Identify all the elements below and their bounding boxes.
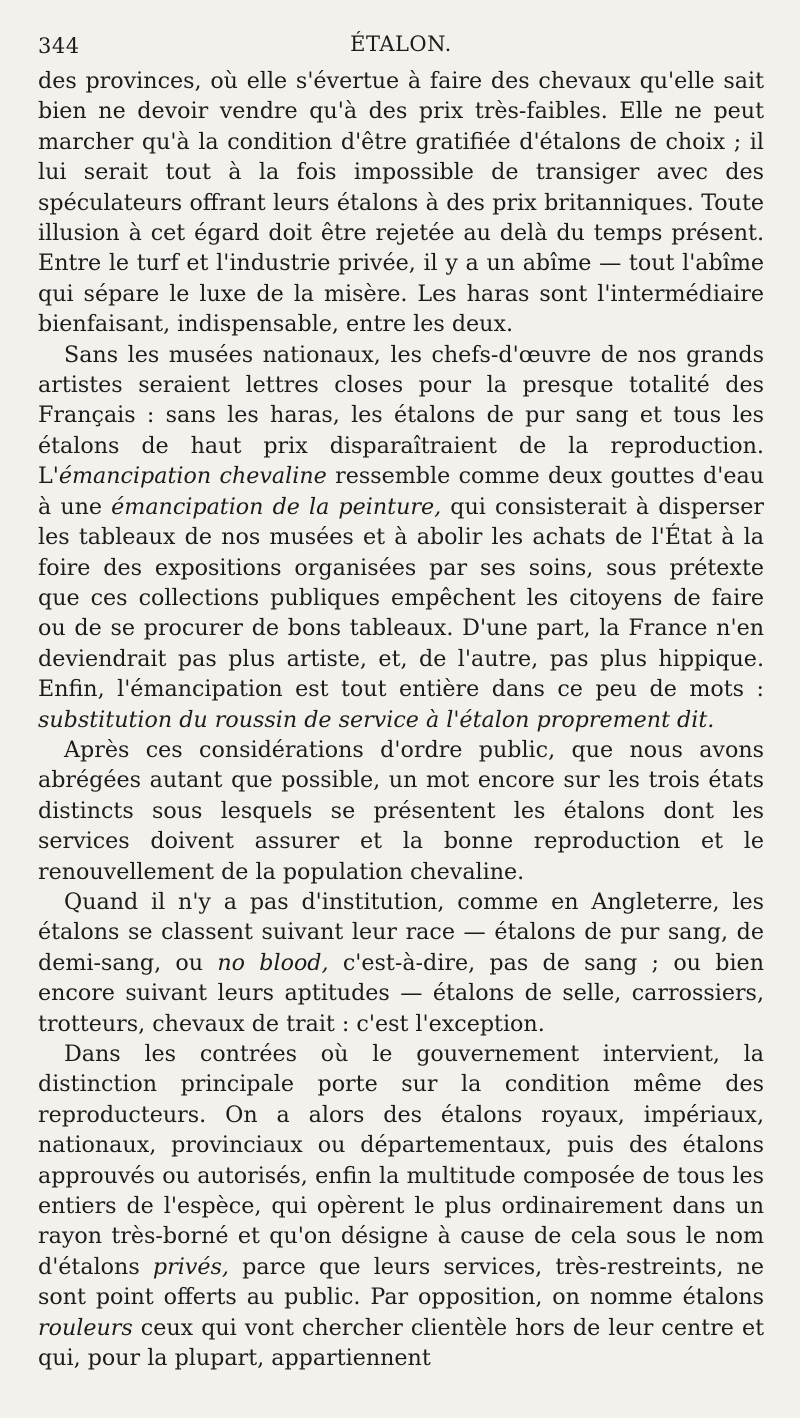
page-header <box>38 26 764 66</box>
italic-span: émancipation de la peinture, <box>111 493 442 520</box>
text-span: qui consisterait à disperser les tableaux de nos musées et à abolir les achats de l'État à la foire des expositions organisées par ses soins, sous prétexte que ces collections publiques empêchent les citoyens de faire ou de se procurer de bons tableaux. D'une part, la France n'en deviendrait pas plus artiste, et, de l'autre, pas plus hippique. Enfin, l'émancipation est tout entière dans ce peu de mots : <box>38 493 764 703</box>
paragraph-4 <box>38 887 764 1039</box>
text-span: Après ces considérations d'ordre public, que nous avons abrégées autant que possible, un mot encore sur les trois états distincts sous lesquels se présentent les étalons dont les services doivent assurer et la bonne reproduction et le renouvellement de la population chevaline. <box>38 736 764 885</box>
text-span: des provinces, où elle s'évertue à faire des chevaux qu'elle sait bien ne devoir vendre qu'à des prix très-faibles. Elle ne peut marcher qu'à la condition d'être gratifiée d'étalons de choix ; il lui serait tout à la fois impossible de transiger avec des spéculateurs offrant leurs étalons à des prix britanniques. Toute illusion à cet égard doit être rejetée au delà du temps présent. Entre le turf et l'industrie privée, il y a un abîme — tout l'abîme qui sépare le luxe de la misère. Les haras sont l'intermédiaire bienfaisant, indispensable, entre les deux. <box>38 68 764 338</box>
paragraph-5 <box>38 1039 764 1373</box>
body-text <box>38 66 764 1373</box>
paragraph-1 <box>38 66 764 340</box>
text-span: Dans les contrées où le gouvernement intervient, la distinction principale porte sur la condition même des reproducteurs. On a alors des étalons royaux, impériaux, nationaux, provinciaux ou départementaux, puis des étalons approuvés ou autorisés, enfin la multitude composée de tous les entiers de l'espèce, qui opèrent le plus ordinairement dans un rayon très-borné et qu'on désigne à cause de cela sous le nom d'étalons <box>38 1041 764 1280</box>
text-span: Quand il n'y a pas d'institution, comme en Angleterre, les étalons se classent suivant leur race — étalons de pur sang, de demi-sang, ou <box>38 888 764 976</box>
text-span: Sans les musées nationaux, les chefs-d'œuvre de nos grands artistes seraient lettres closes pour la presque totalité des Français : sans les haras, les étalons de pur sang et tous les étalons de haut prix disparaîtraient de la reproduction. L' <box>38 341 764 490</box>
paragraph-2 <box>38 340 764 735</box>
running-head: ÉTALON. <box>350 32 452 56</box>
italic-span: privés, <box>152 1253 229 1280</box>
text-span: ceux qui vont chercher clientèle hors de leur centre et qui, pour la plupart, appartiennent <box>38 1314 764 1372</box>
italic-span: rouleurs <box>38 1314 133 1341</box>
paragraph-3 <box>38 735 764 887</box>
italic-span: émancipation chevaline <box>58 463 327 490</box>
italic-span: no blood, <box>217 949 329 976</box>
text-span: ressemble comme deux gouttes d'eau à une <box>38 463 765 520</box>
text-span: parce que leurs services, très-restreints, ne sont point offerts au public. Par opposition, on nomme étalons <box>38 1253 765 1311</box>
text-span: c'est-à-dire, pas de sang ; ou bien encore suivant leurs aptitudes — étalons de selle, carrossiers, trotteurs, chevaux de trait : c'est l'exception. <box>38 949 764 1037</box>
page-number: 344 <box>38 34 80 58</box>
italic-span: substitution du roussin de service à l'étalon proprement dit. <box>38 706 715 733</box>
